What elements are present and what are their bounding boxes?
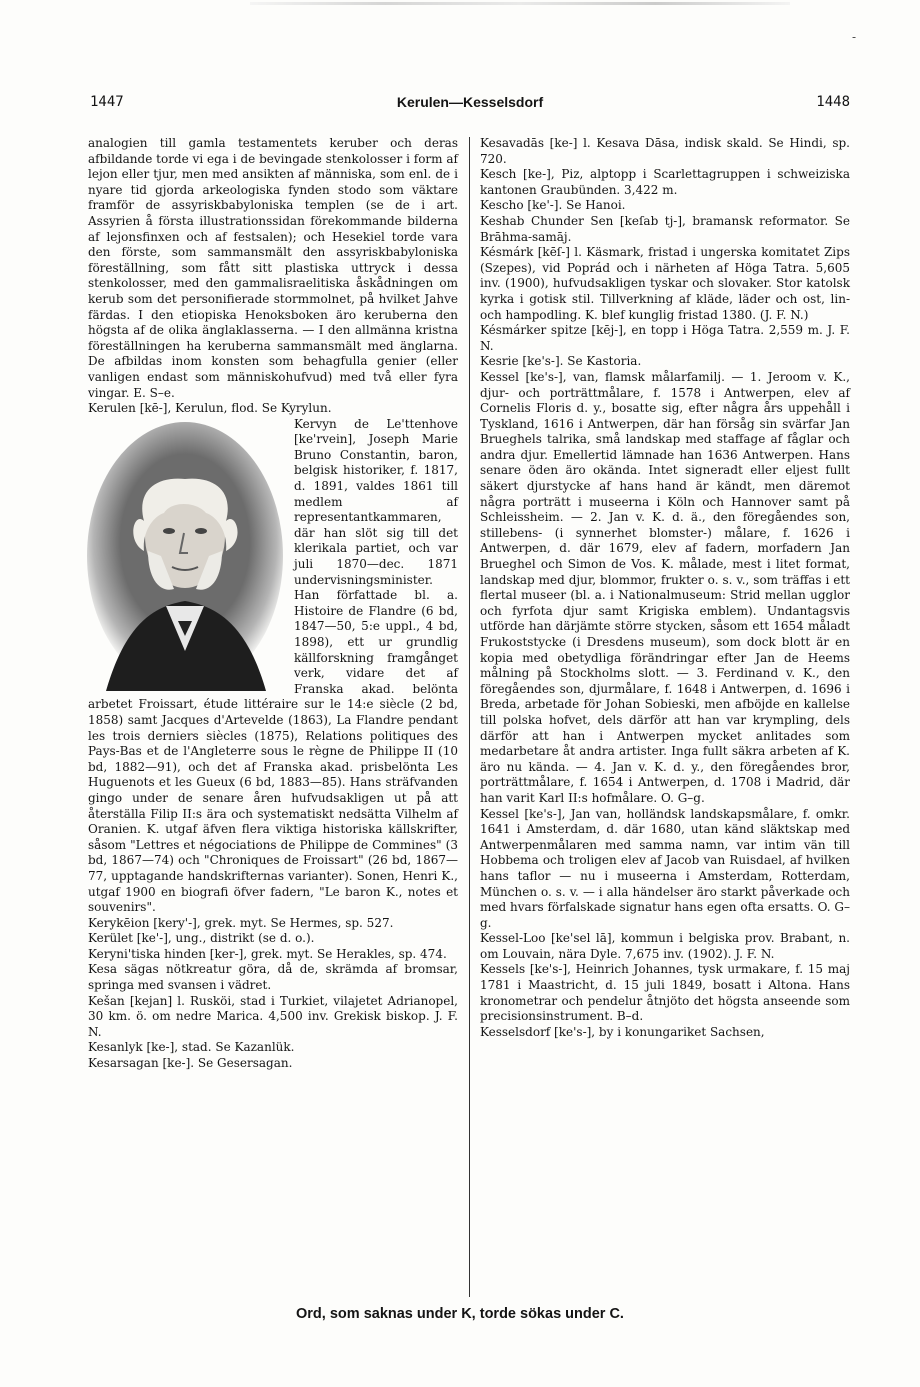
entry-kesan: Kešan [kejan] l. Rusköi, stad i Turkiet, vilajetet Adrianopel, 30 km. ö. om nedre Marica. 4,500 inv. Grekisk biskop. J. F. N. (88, 993, 458, 1039)
entry-kervyn-text: Kervyn de Le'ttenhove [ke'rvein], Joseph Marie Bruno Constantin, baron, belgisk historiker, f. 1817, d. 1891, valdes 1861 till medlem af representantkammaren, där han slöt sig till det klerikala partiet, och var juli 1870—dec. 1871 undervisningsminister. Han författade bl. a. Histoire de Flandre (6 bd, 1847—50, 5:e uppl., 4 bd, 1898), ett ur grundlig källforskning framgånget verk, vidare det af Franska akad. belönta arbetet Froissart, étude littéraire sur le 14:e siècle (2 bd, 1858) samt Jacques d'Artevelde (1863), La Flandre pendant les trois derniers siècles (1875), Relations politiques des Pays-Bas et de l'Angleterre sous le règne de Philippe II (10 bd, 1882—91), och det af Franska akad. prisbelönta Les Huguenots et les Gueux (6 bd, 1883—85). Hans sträfvanden gingo under de senare åren hufvudsakligen ut på att återställa Filip II:s ära och systematiskt nedsätta Vilhelm af Oranien. K. utgaf äfven flera viktiga historiska källskrifter, såsom "Lettres et négociations de Philippe de Commines" (3 bd, 1867—74) och "Chroniques de Froissart" (26 bd, 1867—77, upptagande handskrifternas varianter). Sonen, Henri K., utgaf 1900 en biografi öfver fadern, "Le baron K., notes et souvenirs". (88, 416, 458, 915)
entry-keshab: Keshab Chunder Sen [keſab tj-], bramansk reformator. Se Brāhma-samāj. (480, 213, 850, 244)
page-footer-note: Ord, som saknas under K, torde sökas under C. (296, 1306, 624, 1322)
entry-kerynitiska: Keryni'tiska hinden [ker-], grek. myt. Se Herakles, sp. 474. (88, 946, 447, 961)
entry-kessel-family: Kessel [ke's-], van, flamsk målarfamilj. — 1. Jeroom v. K., djur- och porträttmålare, f. 1578 i Antwerpen, elev af Cornelis Floris d. y., bosatte sig, efter några års uppehåll i Tyskland, 1616 i Antwerpen, där han försåg sin svärfar Jan Brueghels talrika, små landskap med staffage af fåglar och andra djur. Emellertid lämnade han 1636 Antwerpen. Hans senare öden äro okända. Intet signeradt eller eljest fullt säkert djurstycke af hans hand är kändt, men däremot några porträtt i museerna i Köln och Hannover samt på Schleissheim. — 2. Jan v. K. d. ä., den föregåendes son, stillebens- (i synnerhet blomster-) målare, f. 1626 i Antwerpen, d. där 1679, elev af fadern, morfadern Jan Brueghel och Simon de Vos. K. målade, mest i litet format, landskap med djur, blommor, frukter o. s. v., som träffas i ett flertal museer (bl. a. i Nationalmuseum: Strid mellan ugglor och fyrfota djur samt Krigiska emblem). Undantagsvis utförde han därjämte större stycken, såsom ett 1654 måladt Frukoststycke (i Dresdens museum), som dock blott är en kopia med obetydliga förändringar efter Jan de Heems målning på Stockholms slott. — 3. Ferdinand v. K., den föregåendes son, djurmålare, f. 1648 i Antwerpen, d. 1696 i Breda, arbetade för Johan Sobieski, men afböjde en kallelse till polska hofvet, dels därför att han var krympling, dels därför att han i Antwerpen mycket anlitades som medarbetare åt andra artister. Inga fullt säkra arbeten af K. äro nu kända. — 4. Jan v. K. d. y., den föregåendes bror, porträttmålare, f. 1654 i Antwerpen, d. 1708 i Madrid, där han varit Karl II:s hofmålare. O. G–g. (480, 369, 850, 805)
entry-kervyn (88, 417, 458, 916)
page-number-left: 1447 (90, 94, 124, 110)
entry-kerykeion: Kerykēion [kery'-], grek. myt. Se Hermes, sp. 527. (88, 915, 394, 930)
entry-kesarsagan: Kesarsagan [ke-]. Se Gesersagan. (88, 1056, 293, 1071)
entry-kerulet: Kerület [ke'-], ung., distrikt (se d. o.). (88, 931, 315, 946)
entry-kesselsdorf: Kesselsdorf [ke's-], by i konungariket Sachsen, (480, 1024, 765, 1039)
entry-kessel-jan: Kessel [ke's-], Jan van, holländsk landskapsmålare, f. omkr. 1641 i Amsterdam, d. där 1680, utan känd släktskap med Antwerpenmålaren med samma namn, var intim vän till Hobbema och troligen elev af Jacob van Ruisdael, af hvilken hans taflor — nu i museerna i Amsterdam, Rotterdam, München o. s. v. — i alla händelser äro starkt påverkade och med hvars förfalskade signatur hans egen ofta ersatts. O. G–g. (480, 806, 850, 930)
entry-kessel-loo: Kessel-Loo [ke'sel lā], kommun i belgiska prov. Brabant, n. om Louvain, nära Dyle. 7,675 inv. (1902). J. F. N. (480, 931, 850, 961)
running-title: Kerulen—Kesselsdorf (396, 94, 544, 110)
entry-kesmarker-spitze: Késmárker spitze [kēj-], en topp i Höga Tatra. 2,559 m. J. F. N. (480, 323, 850, 353)
entry-kerulen: Kerulen [kē-], Kerulun, flod. Se Kyrylun. (88, 401, 332, 416)
page-header (90, 94, 850, 116)
entry-kesch: Kesch [ke-], Piz, alptopp i Scarlettagruppen i schweiziska kantonen Graubünden. 3,422 m. (480, 167, 850, 197)
margin-mark: - (852, 30, 857, 44)
entry-kerub-continuation: analogien till gamla testamentets keruber och deras afbildande torde vi ega i de bevingade stenkolosser i form af lejon eller tjur, men med ansikten af människa, som enl. de i nyare tid gjorda arkeologiska fynden stodo som väktare framför de assyriskbabyloniska templen (se de i art. Assyrien å första illustrationssidan förekommande bilderna af lejonsfinxen och af festsalen); och Hesekiel torde vara den förste, som sammansmält den assyriskbabyloniska föreställning, som fått sitt plastiska uttryck i dessa stenkolosser, med den gammalisraelitiska åskådningen om kerub som det personifierade stormmolnet, på hvilket Jahve färdas. I den etiopiska Henoksboken äro keruberna den högsta af de olika änglaklasserna. — I den allmänna kristna föreställningen ha keruberna sammansmält med änglarna. De afbildas inom konsten som behagfulla genier (eller vanligen endast som människohufvud) med två eller fyra vingar. E. S–e. (88, 136, 458, 400)
entry-kessels: Kessels [ke's-], Heinrich Johannes, tysk urmakare, f. 15 maj 1781 i Maastricht, d. 15 juli 1849, bosatt i Altona. Hans kronometrar och pendelur åtnjöto det högsta anseende som precisionsinstrument. B–d. (480, 962, 850, 1024)
left-column (88, 136, 458, 1072)
page-number-right: 1448 (816, 94, 850, 110)
column-divider (469, 137, 470, 1297)
entry-kesrie: Kesrie [ke's-]. Se Kastoria. (480, 354, 642, 369)
scan-edge-artifact (250, 2, 790, 5)
entry-kescho: Kescho [ke'-]. Se Hanoi. (480, 198, 626, 213)
entry-kesa: Kesa sägas nötkreatur göra, då de, skrämda af bromsar, springa med svansen i vädret. (88, 962, 458, 993)
entry-kesmark: Késmárk [kēſ-] l. Käsmark, fristad i ungerska komitatet Zips (Szepes), vid Poprád och i närheten af Höga Tatra. 5,605 inv. (1900), hufvudsakligen tyskar och slovaker. Stor katolsk kyrka i gotisk stil. Tillverkning af kläde, läder och ost, lin- och hampodling. K. blef kunglig fristad 1380. (J. F. N.) (480, 245, 850, 322)
right-column (480, 136, 850, 1040)
entry-kesavadas: Kesavadās [ke-] l. Kesava Dāsa, indisk skald. Se Hindi, sp. 720. (480, 136, 850, 166)
entry-kesanlyk: Kesanlyk [ke-], stad. Se Kazanlük. (88, 1040, 295, 1055)
portrait-image (86, 421, 284, 691)
